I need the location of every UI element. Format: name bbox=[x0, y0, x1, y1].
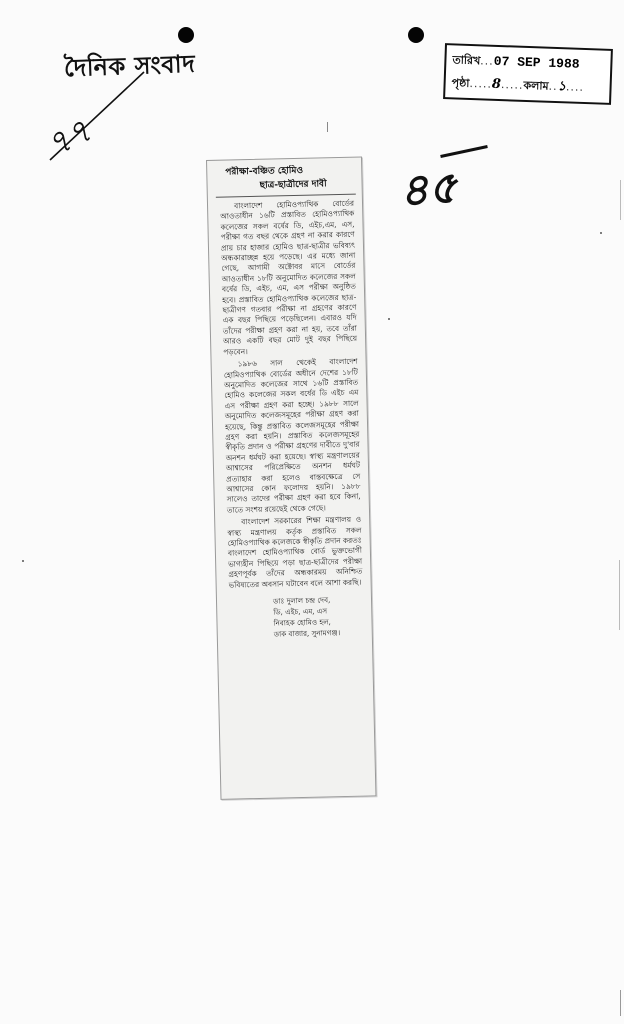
stamp-dots: .... bbox=[565, 80, 585, 94]
handwritten-number-left: ৭৭ bbox=[40, 110, 98, 166]
signature-name: ডাঃ দুলাল চন্দ্র দেব, bbox=[272, 595, 331, 606]
stamp-dots: ..... bbox=[469, 76, 493, 91]
title-divider bbox=[216, 194, 356, 198]
stamp-date-label: তারিখ bbox=[452, 53, 481, 68]
article-title-line1: পরীক্ষা-বঞ্চিত হোমিও bbox=[225, 165, 304, 178]
stamp-date-row bbox=[452, 51, 580, 74]
scan-artifact bbox=[620, 180, 621, 220]
stamp-dots: .. bbox=[548, 79, 558, 94]
signature-designation: নিবাহক হোমিও হল, bbox=[273, 617, 331, 628]
stamp-dots: ..... bbox=[500, 78, 524, 92]
scan-artifact bbox=[619, 560, 620, 630]
stamp-dots: ... bbox=[480, 54, 495, 68]
article-paragraph: বাংলাদেশ হোমিওপ্যাথিক বোর্ডের আওতাধীন ১৬টি প্রস্তাবিত হোমিওপ্যাথিক কলেজের সকল বর্ষের ডি, এইচ,এম, এস, পরীক্ষা গত বছর থেকে গ্রহণ না করার কারণে প্রায় চার হাজার হোমিও ছাত্র-ছাত্রীর ভবিষ্যৎ অন্ধকারাচ্ছন্ন হয়ে পড়েছে। এর মধ্যে জানা গেছে, আগামী অক্টোবর মাসে বোর্ডের আওতাধীন ১৮টি অনুমোদিত কলেজের সকল বর্ষের ডি, এইচ, এম, এস পরীক্ষা অনুষ্ঠিত হবে। প্রস্তাবিত হোমিওপ্যাথিক কলেজের ছাত্র-ছাত্রীগণ গতবার পরীক্ষা না গ্রহণের কারণে এক বছর পিছিয়ে পড়েছিলেন। এবারও যদি তাঁদের পরীক্ষা গ্রহণ করা না হয়, তবে তাঁরা আরও একটি বছর মোট দুই বছর পিছিয়ে পড়বেন। bbox=[220, 198, 358, 357]
stamp-page-value: 8 bbox=[491, 76, 502, 93]
article-title-line2: ছাত্র-ছাত্রীদের দাবী bbox=[259, 179, 327, 191]
stamp-date-value: 07 SEP 1988 bbox=[493, 53, 580, 72]
stamp-page-row bbox=[451, 73, 584, 99]
article-paragraph: ১৯৮৬ সাল থেকেই বাংলাদেশ হোমিওপ্যাথিক বোর্ডের অধীনে দেশের ১৮টি অনুমোদিত কলেজের সাথে ১৬টি প্রস্তাবিত হোমিও কলেজের সকল বর্ষের ডি এইচ এম এস পরীক্ষা গ্রহণ করা হচ্ছে। ১৯৮৮ সালে অনুমোদিত কলেজসমূহের পরীক্ষা গ্রহণ করা হয়েছে, কিন্তু প্রস্তাবিত কলেজসমূহের পরীক্ষা গ্রহণ করা হয়নি। প্রস্তাবিত কলেজসমূহের স্বীকৃতি প্রদান ও পরীক্ষা গ্রহণের দাবীতে দু'বার অনশন ধর্মঘট করা হয়েছে। স্বাস্থ্য মন্ত্রণালয়ের আশ্বাসের পরিপ্রেক্ষিতে অনশন ধর্মঘট প্রত্যাহার করা হলেও বাস্তবক্ষেত্রে সে আশ্বাসের কোন ফলোদয় হয়নি। ১৯৮৮ সালেও তাদের পরীক্ষা গ্রহণ করা হবে কিনা, তাতে সংশয় রয়েছেই থেকে গেছে। bbox=[223, 356, 361, 515]
scan-artifact bbox=[22, 560, 24, 562]
archive-date-stamp bbox=[443, 43, 613, 105]
article-signature bbox=[273, 594, 364, 640]
scan-artifact bbox=[620, 990, 621, 1016]
signature-address: ডাক বাজার, সুনামগঞ্জ। bbox=[273, 628, 341, 639]
article-body bbox=[220, 199, 363, 591]
stamp-column-value: ১ bbox=[557, 79, 567, 95]
scan-artifact bbox=[388, 318, 390, 320]
stamp-column-label: কলাম bbox=[523, 78, 549, 93]
newspaper-clipping bbox=[206, 156, 376, 799]
scan-artifact bbox=[327, 122, 328, 132]
stamp-page-label: পৃষ্ঠা bbox=[451, 76, 470, 90]
handwritten-number-right: ৪৫ bbox=[398, 162, 459, 217]
scan-artifact bbox=[600, 232, 602, 234]
article-paragraph: বাংলাদেশ সরকারের শিক্ষা মন্ত্রণালয় ও স্বাস্থ্য মন্ত্রণালয় কর্তৃক প্রস্তাবিত সকল হোমিওপ্যাথিক কলেজকে স্বীকৃতি প্রদান করতঃ বাংলাদেশ হোমিওপ্যাথিক বোর্ড ভুক্তভোগী ভাগ্যহীন পিছিয়ে পড়া ছাত্র-ছাত্রীদের পরীক্ষা গ্রহণপূর্বক তাঁদের অন্ধকারময় অনিশ্চিত ভবিষ্যতের অবসান ঘটাবেন বলে আশা করছি। bbox=[227, 514, 363, 590]
punch-hole-right bbox=[408, 27, 424, 43]
punch-hole-left bbox=[178, 27, 194, 43]
signature-degree: ডি, এইচ, এম, এস bbox=[273, 606, 328, 617]
newspaper-masthead: দৈনিক সংবাদ bbox=[63, 48, 196, 83]
